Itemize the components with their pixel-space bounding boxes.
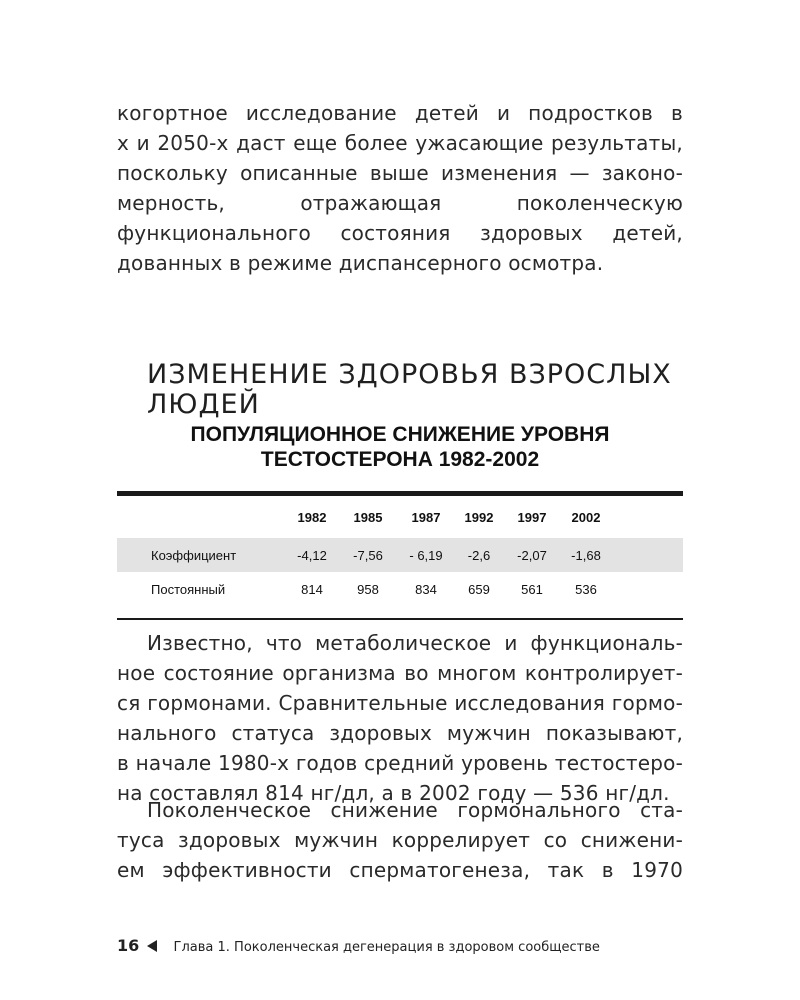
year-header: 2002	[571, 509, 601, 525]
table-cell: -4,12	[297, 547, 327, 563]
left-arrow-icon	[147, 940, 157, 952]
text-line: ное состояние организма во многом контролирует-	[117, 661, 683, 685]
page-number: 16	[117, 936, 140, 955]
row-label: Постоянный	[151, 581, 226, 597]
table-cell: 659	[468, 581, 490, 597]
table-cell: -1,68	[571, 547, 601, 563]
section-heading	[147, 360, 687, 420]
year-header: 1987	[411, 509, 441, 525]
row-label: Коэффициент	[151, 547, 237, 563]
table-cell: - 6,19	[409, 547, 443, 563]
table-cell: -7,56	[353, 547, 383, 563]
table-header-row	[117, 496, 683, 538]
text-line: нального статуса здоровых мужчин показывают,	[117, 721, 683, 745]
text-line: ем эффективности сперматогенеза, так в 1970	[117, 858, 683, 882]
text-line: в начале 1980-х годов средний уровень тестостеро-	[117, 751, 683, 775]
text-line: поскольку описанные выше изменения — законо-	[117, 161, 683, 185]
text-line: Поколенческое снижение гормонального ста-	[147, 798, 683, 822]
table-cell: 536	[575, 581, 597, 597]
body-paragraph-1	[117, 98, 683, 278]
year-header: 1997	[517, 509, 547, 525]
text-line: на составлял 814 нг/дл, а в 2002 году — 536 нг/дл.	[117, 781, 670, 805]
year-header: 1985	[353, 509, 383, 525]
page-footer	[117, 936, 717, 958]
chapter-title: Глава 1. Поколенческая дегенерация в здоровом сообществе	[173, 940, 600, 955]
text-line: мерность, отражающая поколенческую	[117, 191, 683, 215]
table-cell: 958	[357, 581, 379, 597]
table-cell: -2,07	[517, 547, 547, 563]
table-cell: 561	[521, 581, 543, 597]
table-row-constant	[117, 572, 683, 606]
body-paragraph-2	[117, 628, 683, 808]
heading-line: ЛЮДЕЙ	[147, 389, 260, 421]
table-title	[117, 422, 683, 472]
text-line: функционального состояния здоровых детей,	[117, 221, 683, 245]
text-line: туса здоровых мужчин коррелирует со снижени-	[117, 828, 683, 852]
table-row-coefficient	[117, 538, 683, 572]
text-line: х и 2050-х даст еще более ужасающие результаты,	[117, 131, 683, 155]
text-line: когортное исследование детей и подростков в	[117, 101, 683, 125]
text-line: ся гормонами. Сравнительные исследования гормо-	[117, 691, 683, 715]
text-line: Известно, что метаболическое и функциональ-	[147, 631, 683, 655]
text-line: дованных в режиме диспансерного осмотра.	[117, 251, 604, 275]
testosterone-table	[117, 491, 683, 620]
body-paragraph-3	[117, 795, 683, 885]
year-header: 1982	[297, 509, 327, 525]
table-bottom-spacer	[117, 606, 683, 618]
table-title-line: ТЕСТОСТЕРОНА 1982-2002	[260, 448, 540, 471]
table-cell: -2,6	[467, 547, 491, 563]
table-cell: 814	[301, 581, 323, 597]
heading-line: ИЗМЕНЕНИЕ ЗДОРОВЬЯ ВЗРОСЛЫХ	[147, 359, 672, 391]
table-cell: 834	[415, 581, 437, 597]
year-header: 1992	[464, 509, 494, 525]
table-title-line: ПОПУЛЯЦИОННОЕ СНИЖЕНИЕ УРОВНЯ	[190, 423, 610, 446]
